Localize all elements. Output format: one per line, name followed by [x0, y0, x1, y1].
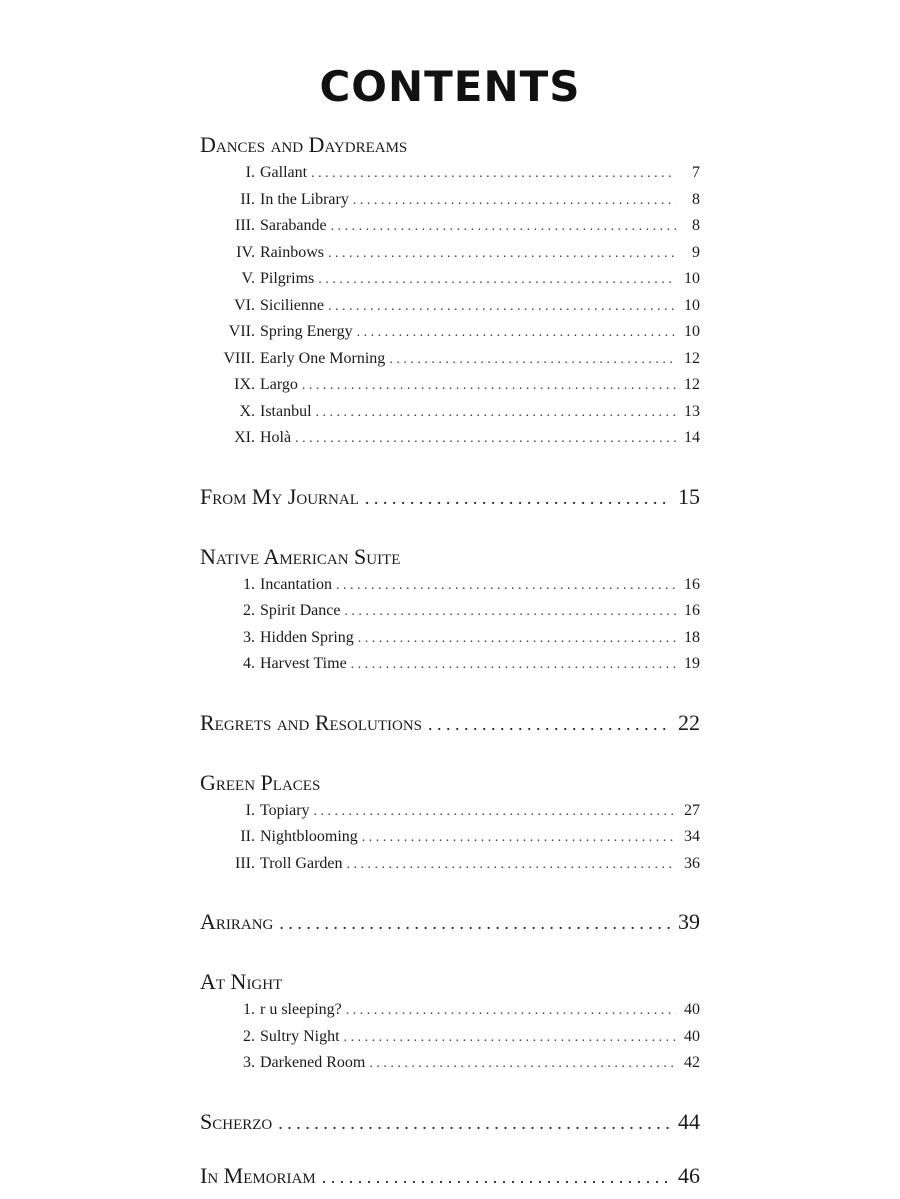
entry-page: 46 — [678, 1162, 700, 1188]
entry-page: 10 — [684, 270, 700, 287]
entry-number: V. — [241, 270, 255, 287]
toc-entry[interactable] — [200, 625, 700, 652]
section-list-dances — [200, 160, 700, 452]
entry-page: 7 — [692, 164, 700, 181]
toc-entry[interactable] — [200, 240, 700, 267]
toc-entry[interactable] — [200, 425, 700, 452]
toc-entry[interactable] — [200, 798, 700, 825]
dot-leader — [328, 241, 676, 268]
toc-entry[interactable] — [200, 266, 700, 293]
entry-number: I. — [245, 801, 255, 819]
entry-number: 3. — [243, 1054, 255, 1071]
dot-leader — [331, 214, 676, 241]
toc-entry[interactable] — [200, 372, 700, 399]
entry-page: 36 — [684, 854, 700, 872]
toc-entry[interactable] — [200, 160, 700, 187]
dot-leader — [311, 161, 676, 188]
page-title: CONTENTS — [319, 62, 581, 111]
toc-entry[interactable] — [200, 213, 700, 240]
entry-number: I. — [245, 164, 255, 181]
entry-page: 13 — [684, 402, 700, 420]
entry-page: 16 — [684, 575, 700, 593]
entry-page: 40 — [684, 1027, 700, 1045]
dot-leader — [328, 294, 676, 321]
toc-entry[interactable] — [200, 293, 700, 320]
toc-entry[interactable] — [200, 1024, 700, 1051]
entry-number: IX. — [234, 376, 255, 393]
dot-leader — [279, 908, 672, 938]
dot-leader — [318, 267, 676, 294]
toc-entry-regrets[interactable] — [200, 708, 700, 738]
entry-label: From My Journal — [200, 483, 359, 509]
entry-label: Gallant — [260, 164, 308, 181]
entry-page: 34 — [684, 828, 700, 845]
entry-label: Regrets and Resolutions — [200, 709, 423, 735]
entry-label: Topiary — [260, 801, 310, 819]
entry-page: 9 — [692, 243, 700, 261]
entry-number: 1. — [243, 1001, 255, 1018]
dot-leader — [302, 373, 676, 400]
entry-label: Harvest Time — [260, 655, 347, 672]
entry-number: III. — [235, 854, 255, 872]
toc-entry[interactable] — [200, 824, 700, 851]
dot-leader — [314, 799, 676, 826]
section-heading-night: At Night — [200, 969, 283, 994]
toc-entry-scherzo[interactable] — [200, 1107, 700, 1137]
entry-page: 14 — [684, 429, 700, 446]
entry-label: Sultry Night — [260, 1027, 340, 1045]
entry-label: Pilgrims — [260, 270, 315, 287]
dot-leader — [344, 599, 676, 626]
toc-entry[interactable] — [200, 851, 700, 878]
toc-entry[interactable] — [200, 1050, 700, 1077]
dot-leader — [322, 1162, 672, 1192]
section-list-native — [200, 572, 700, 678]
section-heading-green: Green Places — [200, 769, 321, 795]
entry-label: Early One Morning — [260, 349, 386, 367]
dot-leader — [362, 825, 676, 852]
dot-leader — [358, 626, 676, 653]
entry-number: II. — [240, 828, 255, 845]
table-of-contents — [200, 130, 700, 1191]
toc-entry[interactable] — [200, 319, 700, 346]
toc-entry-memoriam[interactable] — [200, 1161, 700, 1191]
dot-leader — [365, 483, 672, 513]
entry-page: 10 — [684, 323, 700, 340]
entry-page: 40 — [684, 1001, 700, 1018]
entry-label: Largo — [260, 376, 298, 393]
dot-leader — [389, 347, 676, 374]
entry-label: Darkened Room — [260, 1054, 366, 1071]
entry-page: 39 — [678, 909, 700, 934]
entry-number: 4. — [243, 655, 255, 672]
entry-label: r u sleeping? — [260, 1001, 342, 1018]
dot-leader — [346, 998, 676, 1025]
entry-page: 8 — [692, 217, 700, 234]
entry-label: Hidden Spring — [260, 628, 354, 646]
toc-entry[interactable] — [200, 598, 700, 625]
entry-label: Nightblooming — [260, 828, 358, 845]
dot-leader — [278, 1108, 672, 1138]
entry-page: 44 — [678, 1108, 700, 1134]
entry-number: XI. — [234, 429, 255, 446]
toc-entry-journal[interactable] — [200, 482, 700, 512]
entry-label: Sicilienne — [260, 296, 324, 314]
entry-number: II. — [240, 190, 255, 208]
dot-leader — [295, 426, 676, 453]
entry-page: 15 — [678, 483, 700, 509]
dot-leader — [336, 573, 676, 600]
dot-leader — [347, 852, 676, 879]
entry-label: Arirang — [200, 909, 274, 934]
entry-label: Troll Garden — [260, 854, 343, 872]
entry-page: 10 — [684, 296, 700, 314]
entry-label: In Memoriam — [200, 1162, 316, 1188]
dot-leader — [428, 709, 672, 739]
section-list-night — [200, 997, 700, 1077]
entry-page: 16 — [684, 602, 700, 619]
entry-page: 8 — [692, 190, 700, 208]
entry-label: Scherzo — [200, 1108, 273, 1134]
section-list-green — [200, 798, 700, 878]
dot-leader — [353, 188, 676, 215]
entry-page: 42 — [684, 1054, 700, 1071]
entry-label: Istanbul — [260, 402, 312, 420]
toc-entry[interactable] — [200, 399, 700, 426]
toc-entry-arirang[interactable] — [200, 907, 700, 937]
entry-label: Spirit Dance — [260, 602, 341, 619]
dot-leader — [357, 320, 676, 347]
entry-label: Holà — [260, 429, 292, 446]
dot-leader — [316, 400, 676, 427]
entry-page: 27 — [684, 801, 700, 819]
toc-entry[interactable] — [200, 651, 700, 678]
entry-label: In the Library — [260, 190, 349, 208]
entry-page: 12 — [684, 349, 700, 367]
entry-page: 18 — [684, 628, 700, 646]
entry-page: 19 — [684, 655, 700, 672]
entry-number: 1. — [243, 575, 255, 593]
entry-label: Incantation — [260, 575, 332, 593]
entry-page: 22 — [678, 709, 700, 735]
toc-entry[interactable] — [200, 346, 700, 373]
section-heading-native: Native American Suite — [200, 543, 401, 569]
dot-leader — [351, 652, 676, 679]
entry-number: 2. — [243, 1027, 255, 1045]
dot-leader — [369, 1051, 676, 1078]
entry-page: 12 — [684, 376, 700, 393]
entry-number: X. — [239, 402, 255, 420]
entry-number: VII. — [228, 323, 255, 340]
entry-label: Spring Energy — [260, 323, 353, 340]
entry-number: III. — [235, 217, 255, 234]
entry-label: Sarabande — [260, 217, 327, 234]
entry-label: Rainbows — [260, 243, 324, 261]
entry-number: VIII. — [223, 349, 255, 367]
section-heading-dances: Dances and Daydreams — [200, 132, 408, 157]
toc-entry[interactable] — [200, 997, 700, 1024]
entry-number: VI. — [234, 296, 255, 314]
entry-number: IV. — [236, 243, 255, 261]
entry-number: 3. — [243, 628, 255, 646]
dot-leader — [344, 1025, 676, 1052]
toc-entry[interactable] — [200, 572, 700, 599]
toc-entry[interactable] — [200, 187, 700, 214]
entry-number: 2. — [243, 602, 255, 619]
